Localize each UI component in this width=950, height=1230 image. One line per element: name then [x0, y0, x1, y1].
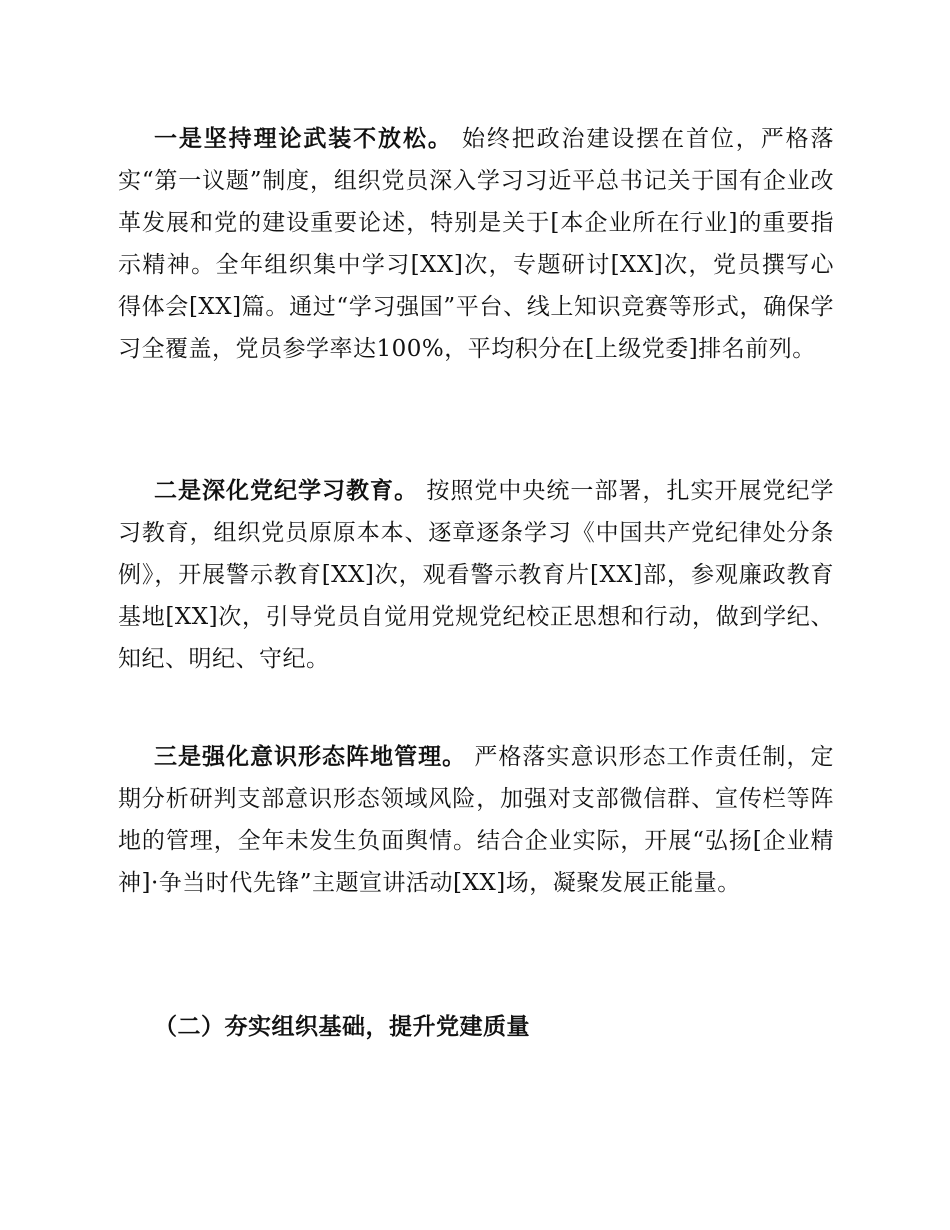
section-heading: （二）夯实组织基础，提升党建质量: [154, 1013, 530, 1040]
paragraph-body: 始终把政治建设摆在首位，严格落实“第一议题”制度，组织党员深入学习习近平总书记关于国有企业改革发展和党的建设重要论述，特别是关于[本企业所在行业]的重要指示精神。全年组织集中学习[XX]次，专题研讨[XX]次，党员撰写心得体会[XX]篇。通过“学习强国”平台、线上知识竞赛等形式，确保学习全覆盖，党员参学率达100%，平均积分在[上级党委]排名前列。: [118, 126, 834, 362]
paragraph-body: 按照党中央统一部署，扎实开展党纪学习教育，组织党员原原本本、逐章逐条学习《中国共产党纪律处分条例》，开展警示教育[XX]次，观看警示教育片[XX]部，参观廉政教育基地[XX]次，引导党员自觉用党规党纪校正思想和行动，做到学纪、知纪、明纪、守纪。: [118, 478, 835, 672]
paragraph-lead: 三是强化意识形态阵地管理。: [154, 743, 467, 770]
paragraph-ideology-management: [118, 736, 834, 904]
paragraph-lead: 一是坚持理论武装不放松。: [154, 125, 453, 152]
paragraph-theory-study: [118, 118, 834, 370]
paragraph-body: 严格落实意识形态工作责任制，定期分析研判支部意识形态领域风险，加强对支部微信群、宣传栏等阵地的管理，全年未发生负面舆情。结合企业实际，开展“弘扬[企业精神]·争当时代先锋”主题宣讲活动[XX]场，凝聚发展正能量。: [118, 744, 835, 896]
paragraph-lead: 二是深化党纪学习教育。: [154, 477, 419, 504]
paragraph-discipline-education: [118, 470, 834, 680]
